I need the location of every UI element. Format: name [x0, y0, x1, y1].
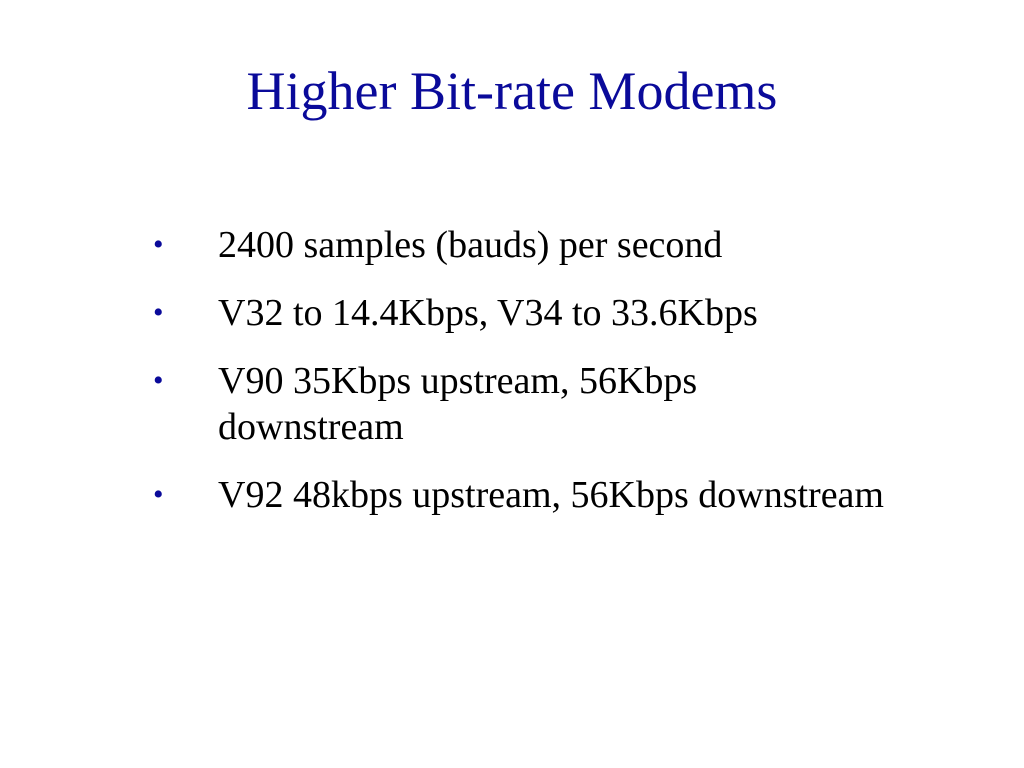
bullet-item [150, 222, 890, 268]
bullet-text: 2400 samples (bauds) per second [218, 224, 723, 266]
bullet-text: V92 48kbps upstream, 56Kbps downstream [218, 474, 884, 516]
bullet-list [150, 222, 890, 540]
bullet-icon: • [153, 228, 164, 261]
bullet-item [150, 358, 890, 450]
bullet-item [150, 472, 890, 518]
bullet-icon: • [153, 364, 164, 397]
bullet-text: V32 to 14.4Kbps, V34 to 33.6Kbps [218, 292, 758, 334]
bullet-icon: • [153, 478, 164, 511]
bullet-item [150, 290, 890, 336]
slide-title: Higher Bit-rate Modems [246, 61, 778, 121]
bullet-icon: • [153, 296, 164, 329]
bullet-text: V90 35Kbps upstream, 56Kbps downstream [218, 360, 698, 448]
